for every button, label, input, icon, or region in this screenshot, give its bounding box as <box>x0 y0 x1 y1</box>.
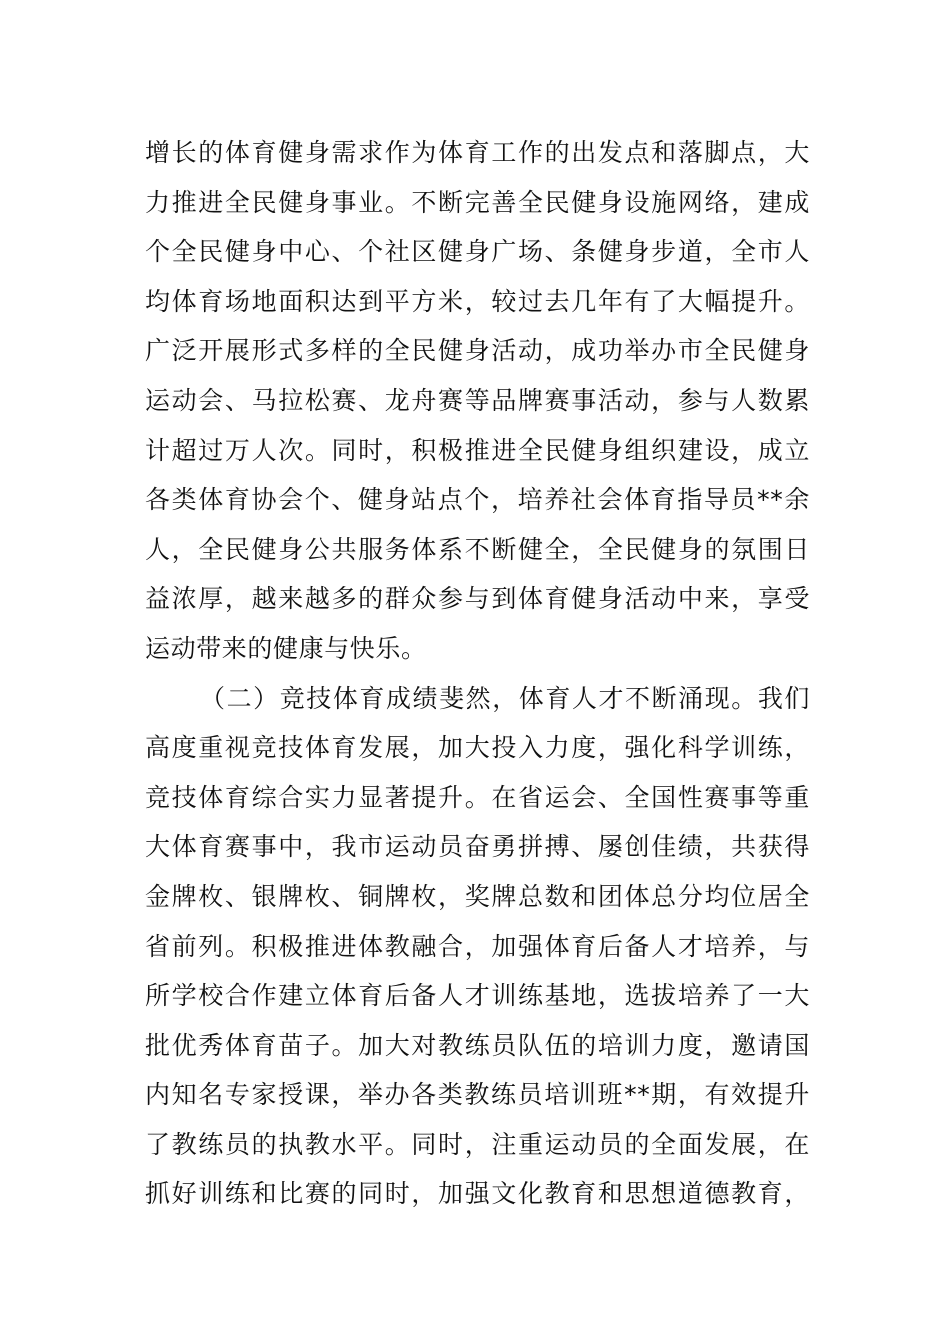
text-line: 力推进全民健身事业。不断完善全民健身设施网络，建成 <box>145 187 810 217</box>
text-line: 计超过万人次。同时，积极推进全民健身组织建设，成立 <box>145 435 810 465</box>
text-line: 人，全民健身公共服务体系不断健全，全民健身的氛围日 <box>145 534 810 564</box>
section-heading-line: （二）竞技体育成绩斐然，体育人才不断涌现。我们 <box>200 683 810 713</box>
text-line: 运动会、马拉松赛、龙舟赛等品牌赛事活动，参与人数累 <box>145 385 810 415</box>
text-line: 个全民健身中心、个社区健身广场、条健身步道，全市人 <box>145 237 810 267</box>
text-line: 省前列。积极推进体教融合，加强体育后备人才培养，与 <box>145 931 810 961</box>
text-line: 了教练员的执教水平。同时，注重运动员的全面发展，在 <box>145 1129 810 1159</box>
text-line: 运动带来的健康与快乐。 <box>145 633 427 663</box>
text-line: 批优秀体育苗子。加大对教练员队伍的培训力度，邀请国 <box>145 1030 810 1060</box>
text-line: 增长的体育健身需求作为体育工作的出发点和落脚点，大 <box>145 138 810 167</box>
text-line: 金牌枚、银牌枚、铜牌枚，奖牌总数和团体总分均位居全 <box>145 881 810 911</box>
text-line: 竞技体育综合实力显著提升。在省运会、全国性赛事等重 <box>145 782 810 812</box>
text-line: 广泛开展形式多样的全民健身活动，成功举办市全民健身 <box>145 336 810 366</box>
text-line: 益浓厚，越来越多的群众参与到体育健身活动中来，享受 <box>145 584 810 614</box>
text-line: 均体育场地面积达到平方米，较过去几年有了大幅提升。 <box>145 286 810 316</box>
text-line: 内知名专家授课，举办各类教练员培训班**期，有效提升 <box>145 1080 810 1110</box>
text-line: 各类体育协会个、健身站点个，培养社会体育指导员**余 <box>145 485 810 515</box>
text-line: 抓好训练和比赛的同时，加强文化教育和思想道德教育， <box>145 1179 810 1209</box>
text-line: 大体育赛事中，我市运动员奋勇拼搏、屡创佳绩，共获得 <box>145 832 810 862</box>
text-line: 高度重视竞技体育发展，加大投入力度，强化科学训练， <box>145 733 810 763</box>
text-line: 所学校合作建立体育后备人才训练基地，选拔培养了一大 <box>145 981 810 1011</box>
document-body <box>145 128 810 1219</box>
